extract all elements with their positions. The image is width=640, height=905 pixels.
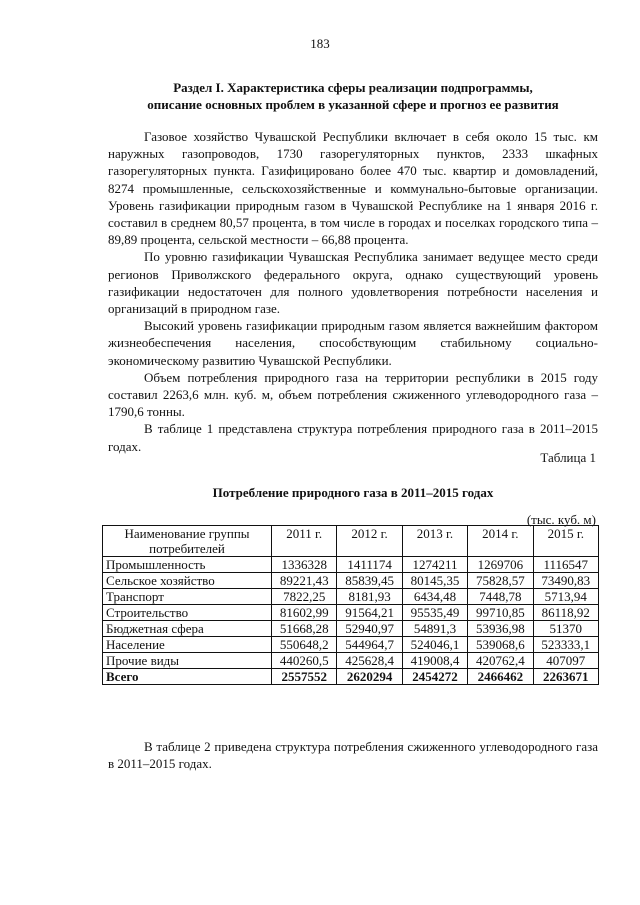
table-cell: 99710,85	[468, 605, 533, 621]
table-row	[103, 637, 599, 653]
table-row	[103, 573, 599, 589]
table-cell: 85839,45	[337, 573, 402, 589]
table-cell: 419008,4	[402, 653, 467, 669]
table-cell: 1336328	[272, 557, 337, 573]
page-number: 183	[310, 36, 330, 51]
column-header: 2012 г.	[337, 526, 402, 557]
table-cell: 95535,49	[402, 605, 467, 621]
column-header: 2013 г.	[402, 526, 467, 557]
table-header-row	[103, 526, 599, 557]
table-row	[103, 557, 599, 573]
paragraph: Газовое хозяйство Чувашской Республики включает в себя около 15 тыс. км наружных газопроводов, 1730 газорегуляторных пунктов, 2333 шкафных газорегуляторных пункта. Газифицировано более 470 тыс. квартир и домовладений, 8274 промышленные, сельскохозяйственные и коммунально-бытовые организации. Уровень газификации природным газом в Чувашской Республике на 1 января 2016 г. составил в среднем 80,57 процента, в том числе в городах и поселках городского типа – 89,89 процента, сельской местности – 66,88 процента.	[108, 129, 598, 248]
paragraph: По уровню газификации Чувашская Республика занимает ведущее место среди регионов Приволжского федерального округа, однако существующий уровень газификации недостаточен для полного удовлетворения потребности населения и организаций в природном газе.	[108, 249, 598, 317]
table-cell: 550648,2	[272, 637, 337, 653]
table-row	[103, 589, 599, 605]
table-cell: 420762,4	[468, 653, 533, 669]
table-cell: 6434,48	[402, 589, 467, 605]
column-header: 2011 г.	[272, 526, 337, 557]
section-heading-line-1: Раздел I. Характеристика сферы реализации подпрограммы,	[173, 80, 533, 95]
table-cell: 2263671	[533, 669, 598, 685]
table-cell: 73490,83	[533, 573, 598, 589]
table-cell: 407097	[533, 653, 598, 669]
table-cell: 7822,25	[272, 589, 337, 605]
table-cell: Население	[103, 637, 272, 653]
table-body	[103, 557, 599, 685]
table-cell: Строительство	[103, 605, 272, 621]
table-units: (тыс. куб. м)	[526, 512, 596, 527]
paragraph: В таблице 2 приведена структура потребления сжиженного углеводородного газа в 2011–2015 годах.	[108, 739, 598, 772]
table-cell: 8181,93	[337, 589, 402, 605]
column-header: Наименование группы потребителей	[103, 526, 272, 557]
table-cell: 524046,1	[402, 637, 467, 653]
table-cell: 440260,5	[272, 653, 337, 669]
table-cell: 52940,97	[337, 621, 402, 637]
gas-consumption-table	[102, 525, 599, 685]
paragraph: Высокий уровень газификации природным газом является важнейшим фактором жизнеобеспечения населения, способствующим стабильному социально-экономическому развитию Чувашской Республики.	[108, 318, 598, 368]
table-cell: 523333,1	[533, 637, 598, 653]
table-row	[103, 653, 599, 669]
table-title: Потребление природного газа в 2011–2015 годах	[212, 485, 494, 500]
table-total-row	[103, 669, 599, 685]
section-heading	[108, 79, 598, 113]
table-cell: 53936,98	[468, 621, 533, 637]
column-header: 2014 г.	[468, 526, 533, 557]
table-number-label: Таблица 1	[540, 450, 596, 465]
table-row	[103, 621, 599, 637]
paragraph: Объем потребления природного газа на территории республики в 2015 году составил 2263,6 млн. куб. м, объем потребления сжиженного углеводородного газа – 1790,6 тонны.	[108, 369, 598, 420]
table-cell: 1269706	[468, 557, 533, 573]
table-cell: 425628,4	[337, 653, 402, 669]
table-cell: 2466462	[468, 669, 533, 685]
section-heading-line-2: описание основных проблем в указанной сфере и прогноз ее развития	[147, 97, 559, 112]
table-cell: 51370	[533, 621, 598, 637]
table-cell: 89221,43	[272, 573, 337, 589]
table-cell: 75828,57	[468, 573, 533, 589]
table-row	[103, 605, 599, 621]
column-header: 2015 г.	[533, 526, 598, 557]
table-cell: 54891,3	[402, 621, 467, 637]
body-text	[108, 128, 598, 455]
table-cell: 86118,92	[533, 605, 598, 621]
table-cell: Сельское хозяйство	[103, 573, 272, 589]
table-cell: 2557552	[272, 669, 337, 685]
table-cell: 51668,28	[272, 621, 337, 637]
table-cell: 1116547	[533, 557, 598, 573]
table-cell: 539068,6	[468, 637, 533, 653]
table-cell: Прочие виды	[103, 653, 272, 669]
table-cell: 80145,35	[402, 573, 467, 589]
table-cell: 7448,78	[468, 589, 533, 605]
table-cell: 544964,7	[337, 637, 402, 653]
table-cell: 91564,21	[337, 605, 402, 621]
table-cell: Бюджетная сфера	[103, 621, 272, 637]
table-cell: Промышленность	[103, 557, 272, 573]
paragraph: В таблице 1 представлена структура потребления природного газа в 2011–2015 годах.	[108, 421, 598, 454]
closing-text	[108, 738, 598, 772]
table-cell: 1274211	[402, 557, 467, 573]
table-cell: 2620294	[337, 669, 402, 685]
table-cell: 2454272	[402, 669, 467, 685]
table-cell: 1411174	[337, 557, 402, 573]
table-cell: 5713,94	[533, 589, 598, 605]
table-cell: 81602,99	[272, 605, 337, 621]
table-cell: Транспорт	[103, 589, 272, 605]
table-cell: Всего	[103, 669, 272, 685]
